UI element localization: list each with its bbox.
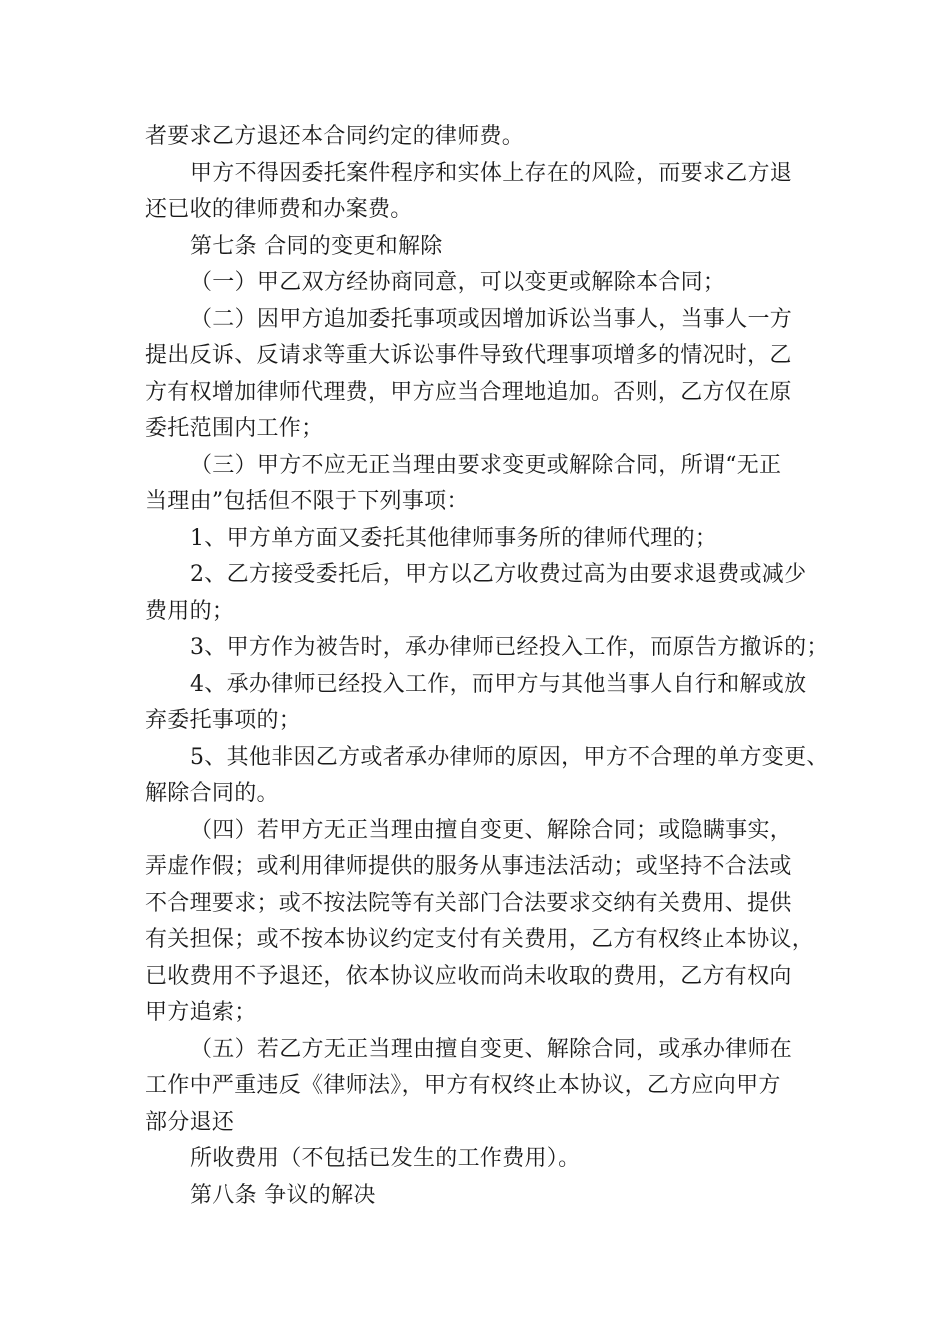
text-line: 甲方追索；	[145, 1000, 257, 1025]
text-line: （三）甲方不应无正当理由要求变更或解除合同，所谓“无正	[190, 452, 782, 478]
text-line: 所收费用（不包括已发生的工作费用）。	[190, 1146, 581, 1171]
text-line: （四）若甲方无正当理由擅自变更、解除合同；或隐瞒事实，	[190, 817, 793, 843]
article-heading: 第七条 合同的变更和解除	[190, 233, 443, 259]
list-item: 5、其他非因乙方或者承办律师的原因，甲方不合理的单方变更、	[190, 744, 829, 770]
text-line: 工作中严重违反《律师法》，甲方有权终止本协议，乙方应向甲方	[145, 1073, 781, 1098]
list-item: 3、甲方作为被告时，承办律师已经投入工作，而原告方撤诉的；	[190, 635, 829, 660]
text-line: 甲方不得因委托案件程序和实体上存在的风险，而要求乙方退	[190, 160, 793, 186]
article-heading: 第八条 争议的解决	[190, 1182, 376, 1208]
text-line: 弄虚作假；或利用律师提供的服务从事违法活动；或坚持不合法或	[145, 854, 792, 879]
text-line: 当理由”包括但不限于下列事项：	[145, 489, 469, 514]
text-line: （一）甲乙双方经协商同意，可以变更或解除本合同；	[190, 270, 726, 295]
document-body	[145, 119, 829, 1214]
list-item: 2、乙方接受委托后，甲方以乙方收费过高为由要求退费或减少	[190, 562, 807, 587]
text-line: 部分退还	[145, 1109, 235, 1135]
text-line: 弃委托事项的；	[145, 708, 302, 733]
text-line: 已收费用不予退还，依本协议应收而尚未收取的费用，乙方有权向	[145, 963, 792, 989]
text-line: （五）若乙方无正当理由擅自变更、解除合同，或承办律师在	[190, 1036, 793, 1062]
text-line: 方有权增加律师代理费，甲方应当合理地追加。否则，乙方仅在原	[145, 379, 792, 405]
text-line: 提出反诉、反请求等重大诉讼事件导致代理事项增多的情况时，乙	[145, 343, 792, 368]
text-line: 解除合同的。	[145, 781, 279, 806]
text-line: 不合理要求；或不按法院等有关部门合法要求交纳有关费用、提供	[145, 890, 792, 916]
text-line: 还已收的律师费和办案费。	[145, 197, 413, 222]
text-line: 有关担保；或不按本协议约定支付有关费用，乙方有权终止本协议，	[145, 927, 815, 952]
text-line: 费用的；	[145, 598, 235, 624]
list-item: 4、承办律师已经投入工作，而甲方与其他当事人自行和解或放	[190, 671, 807, 697]
text-line: 委托范围内工作；	[145, 416, 324, 441]
list-item: 1、甲方单方面又委托其他律师事务所的律师代理的；	[190, 525, 718, 551]
text-line: （二）因甲方追加委托事项或因增加诉讼当事人，当事人一方	[190, 306, 793, 332]
text-line: 者要求乙方退还本合同约定的律师费。	[145, 124, 525, 149]
